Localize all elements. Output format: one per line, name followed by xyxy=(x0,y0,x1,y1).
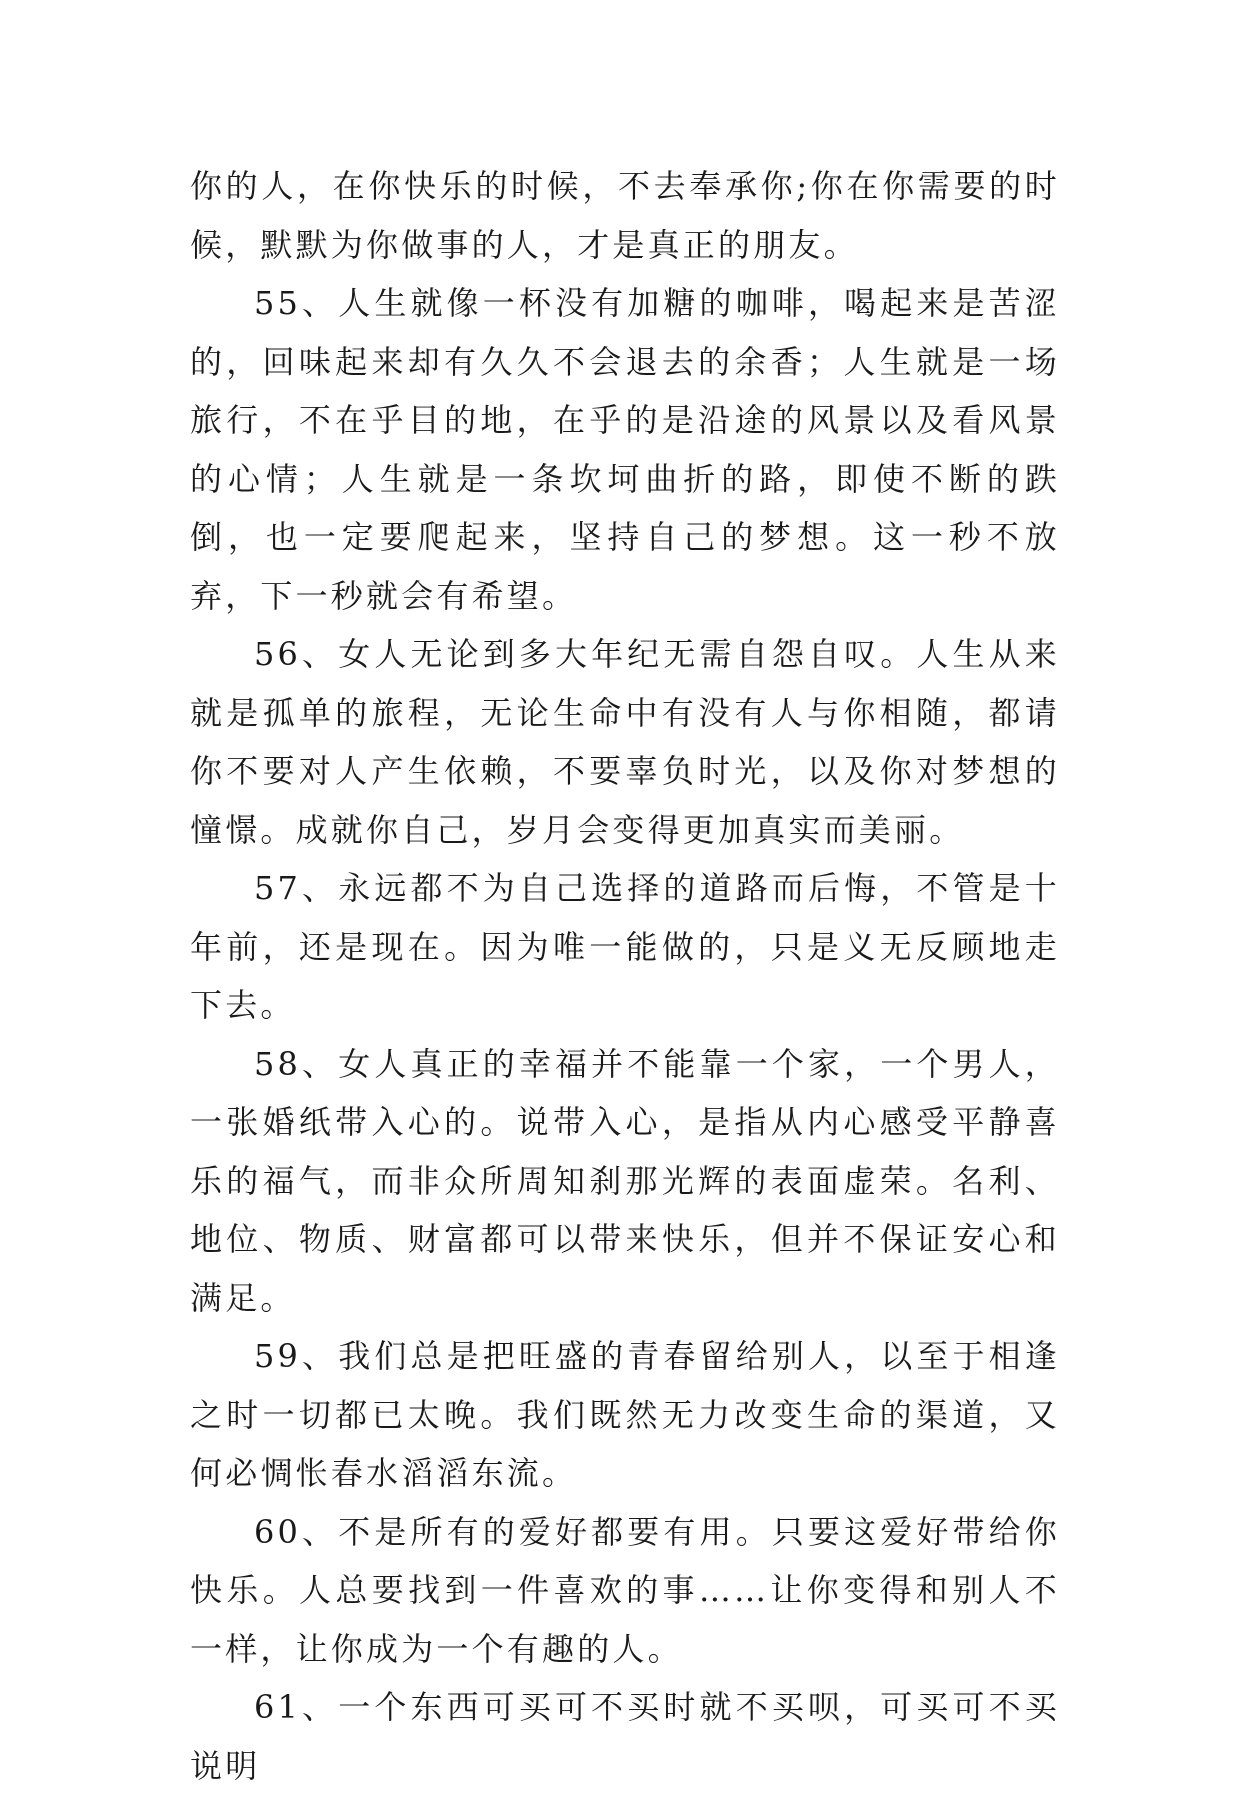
paragraph-59: 59、我们总是把旺盛的青春留给别人，以至于相逢之时一切都已太晚。我们既然无力改变生命的渠道，又何必惆怅春水滔滔东流。 xyxy=(190,1337,1060,1492)
paragraph-56: 56、女人无论到多大年纪无需自怨自叹。人生从来就是孤单的旅程，无论生命中有没有人与你相随，都请你不要对人产生依赖，不要辜负时光，以及你对梦想的憧憬。成就你自己，岁月会变得更加真实而美丽。 xyxy=(190,635,1060,849)
paragraph-57: 57、永远都不为自己选择的道路而后悔，不管是十年前，还是现在。因为唯一能做的，只是义无反顾地走下去。 xyxy=(190,869,1060,1024)
paragraph-61: 61、一个东西可买可不买时就不买呗，可买可不买说明 xyxy=(190,1688,1060,1785)
paragraph-60: 60、不是所有的爱好都要有用。只要这爱好带给你快乐。人总要找到一件喜欢的事……让你变得和别人不一样，让你成为一个有趣的人。 xyxy=(190,1512,1060,1668)
paragraph-continued: 你的人，在你快乐的时候，不去奉承你;你在你需要的时候，默默为你做事的人，才是真正的朋友。 xyxy=(190,167,1060,264)
document-body xyxy=(190,157,1060,1795)
paragraph-58: 58、女人真正的幸福并不能靠一个家，一个男人，一张婚纸带入心的。说带入心，是指从内心感受平静喜乐的福气，而非众所周知刹那光辉的表面虚荣。名利、地位、物质、财富都可以带来快乐，但并不保证安心和满足。 xyxy=(190,1044,1060,1317)
paragraph-55: 55、人生就像一杯没有加糖的咖啡，喝起来是苦涩的，回味起来却有久久不会退去的余香；人生就是一场旅行，不在乎目的地，在乎的是沿途的风景以及看风景的心情；人生就是一条坎坷曲折的路，即使不断的跌倒，也一定要爬起来，坚持自己的梦想。这一秒不放弃，下一秒就会有希望。 xyxy=(190,284,1060,615)
